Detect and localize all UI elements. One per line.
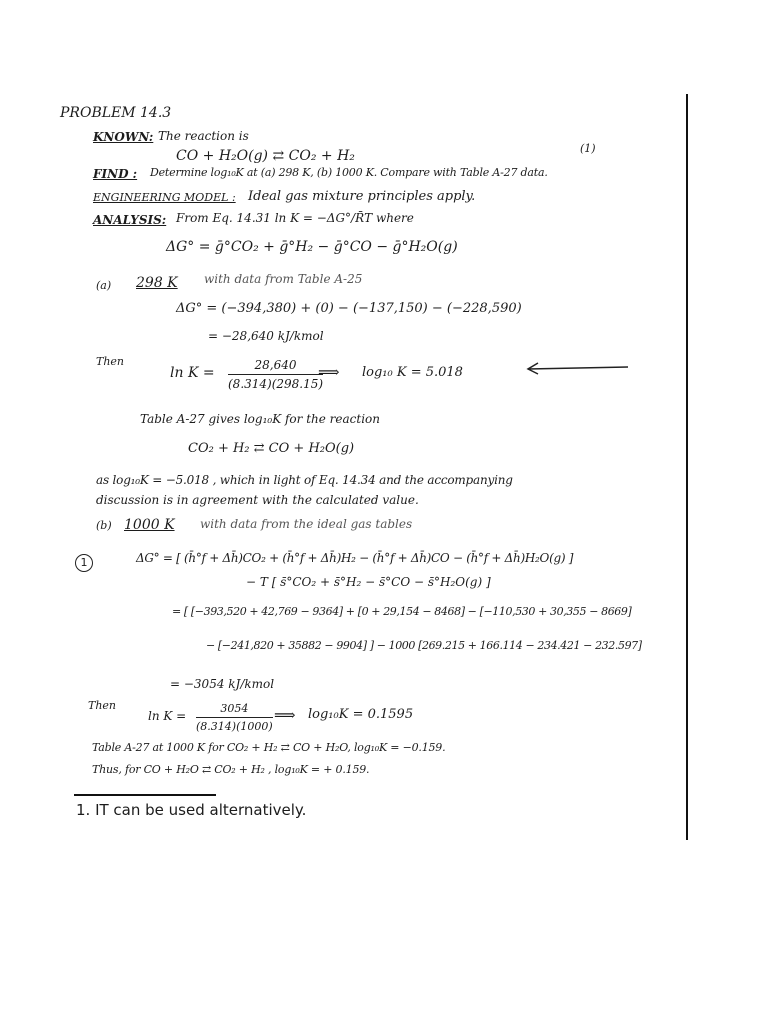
part-a-compare-line2: discussion is in agreement with the calculated value.	[96, 493, 419, 507]
part-b-table-line: Table A-27 at 1000 K for CO₂ + H₂ ⇄ CO + H₂O, log₁₀K = −0.159.	[92, 741, 446, 754]
footnote-text: 1. IT can be used alternatively.	[76, 801, 307, 819]
footnote-separator	[74, 794, 216, 796]
reaction-equation: CO + H₂O(g) ⇄ CO₂ + H₂	[176, 148, 355, 164]
part-a-compare-line1: as log₁₀K = −5.018 , which in light of Eq. 14.34 and the accompanying	[96, 473, 513, 487]
answer-pointer-arrow	[524, 362, 630, 376]
delta-g-definition: ΔG° = ḡ°CO₂ + ḡ°H₂ − ḡ°CO − ḡ°H₂O(g)	[166, 239, 458, 255]
right-margin-line	[686, 94, 688, 840]
part-b-lnk-denominator: (8.314)(1000)	[196, 720, 273, 733]
part-b-label: (b)	[96, 519, 112, 532]
footnote-marker-1: 1	[75, 554, 93, 572]
known-label: KNOWN:	[93, 130, 154, 144]
part-a-reverse-reaction: CO₂ + H₂ ⇄ CO + H₂O(g)	[188, 441, 355, 456]
part-b-lnk-label: ln K =	[148, 709, 187, 723]
equation-number: (1)	[580, 142, 596, 155]
find-text: Determine log₁₀K at (a) 298 K, (b) 1000 K. Compare with Table A-27 data.	[150, 166, 548, 179]
part-a-delta-g-line1: ΔG° = (−394,380) + (0) − (−137,150) − (−228,590)	[176, 301, 522, 316]
part-b-delta-g-line2: − T [ s̄°CO₂ + s̄°H₂ − s̄°CO − s̄°H₂O(g) ]	[246, 575, 491, 589]
part-b-temperature: 1000 K	[124, 517, 175, 533]
part-b-numeric-line2: − [−241,820 + 35882 − 9904] ] − 1000 [269.215 + 166.114 − 234.421 − 232.597]	[206, 639, 642, 652]
part-a-lnk-fraction	[228, 358, 323, 391]
part-b-data-source: with data from the ideal gas tables	[200, 517, 413, 531]
part-a-lnk-denominator: (8.314)(298.15)	[228, 377, 324, 391]
find-label: FIND :	[93, 167, 138, 181]
part-a-lnk-label: ln K =	[170, 365, 215, 381]
analysis-label: ANALYSIS:	[93, 213, 167, 227]
part-b-thus-line: Thus, for CO + H₂O ⇄ CO₂ + H₂ , log₁₀K = + 0.159.	[92, 763, 370, 776]
part-a-delta-g-line2: = −28,640 kJ/kmol	[208, 329, 324, 343]
part-b-result: log₁₀K = 0.1595	[308, 707, 414, 722]
part-b-implies-arrow: ⟹	[274, 706, 296, 724]
part-a-lnk-numerator: 28,640	[228, 358, 323, 375]
part-b-delta-g-result: = −3054 kJ/kmol	[170, 677, 275, 691]
known-text: The reaction is	[158, 129, 249, 143]
problem-title: PROBLEM 14.3	[60, 105, 172, 121]
part-b-lnk-fraction	[196, 702, 273, 733]
part-a-temperature: 298 K	[136, 275, 178, 291]
part-a-label: (a)	[96, 279, 112, 292]
part-a-data-source: with data from Table A-25	[204, 272, 363, 286]
part-a-then: Then	[96, 355, 125, 368]
analysis-text: From Eq. 14.31 ln K = −ΔG°/R̄T where	[176, 211, 414, 225]
part-b-numeric-line1: = [ [−393,520 + 42,769 − 9364] + [0 + 29,154 − 8468] − [−110,530 + 30,355 − 8669]	[172, 605, 632, 618]
part-b-delta-g-line1: ΔG° = [ (h̄°f + Δh̄)CO₂ + (h̄°f + Δh̄)H₂ − (h̄°f + Δh̄)CO − (h̄°f + Δh̄)H₂O(g) ]	[136, 551, 574, 565]
part-a-table-line: Table A-27 gives log₁₀K for the reaction	[140, 412, 380, 426]
part-a-result: log₁₀ K = 5.018	[362, 365, 463, 380]
part-b-then: Then	[88, 699, 117, 712]
model-label: ENGINEERING MODEL :	[93, 191, 236, 204]
model-text: Ideal gas mixture principles apply.	[248, 189, 476, 204]
part-b-lnk-numerator: 3054	[196, 702, 273, 718]
part-a-implies-arrow: ⟹	[318, 363, 340, 381]
